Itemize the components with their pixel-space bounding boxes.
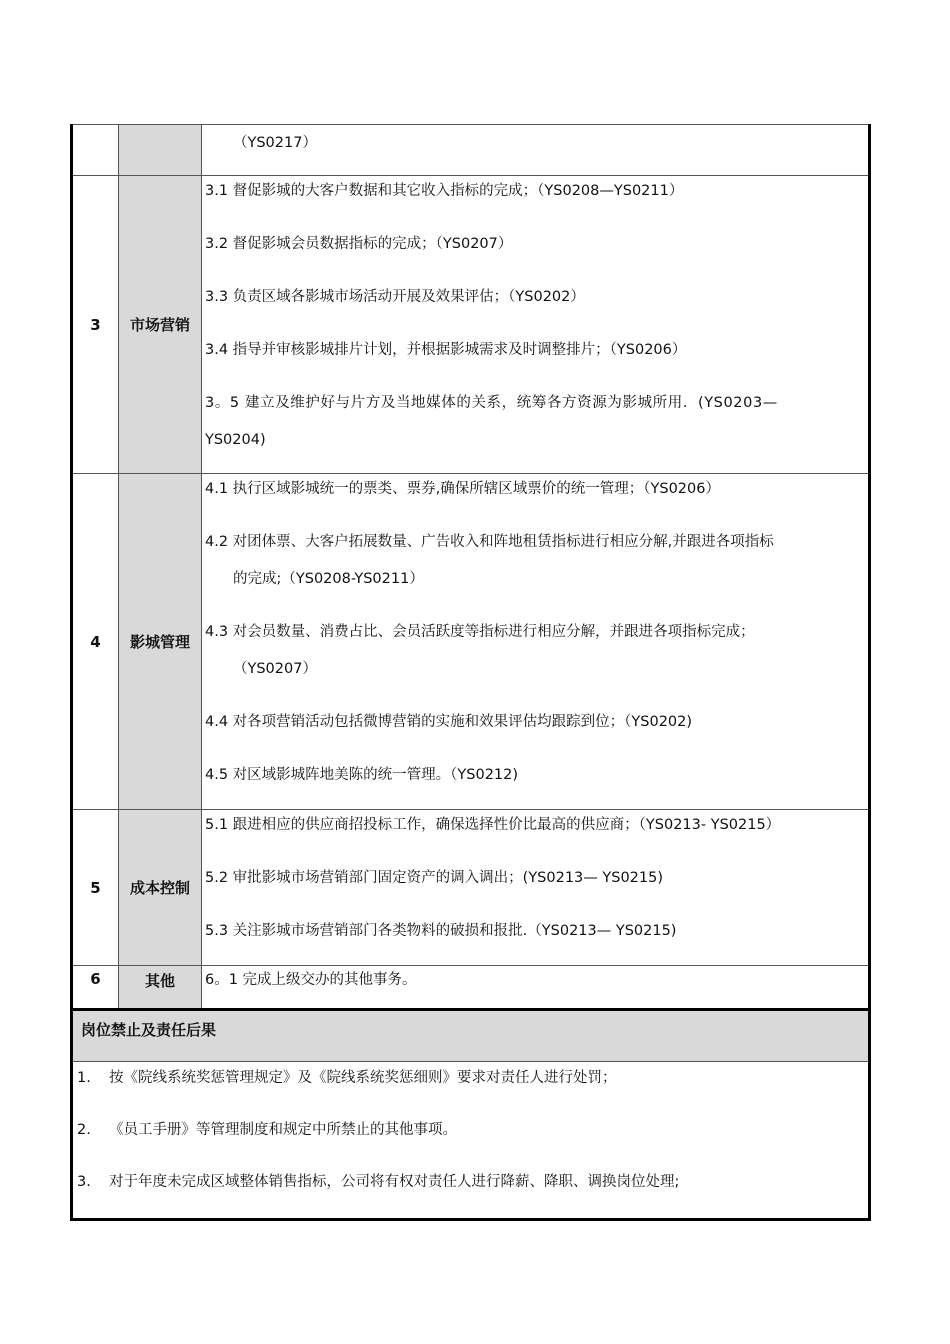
content-line: 3。5 建立及维护好与片方及当地媒体的关系，统筹各方资源为影城所用．(YS0203— xyxy=(205,395,778,411)
row-category xyxy=(119,125,202,176)
row-number: 4 xyxy=(72,474,119,810)
content-line: 3.4 指导并审核影城排片计划，并根据影城需求及时调整排片；（YS0206） xyxy=(205,342,687,358)
row-category: 其他 xyxy=(119,966,202,1010)
content-line: （YS0217） xyxy=(233,135,317,151)
row-content xyxy=(202,125,870,176)
row-content xyxy=(202,810,870,966)
table-row xyxy=(72,125,870,176)
content-line: YS0204) xyxy=(205,432,266,448)
prohibition-list xyxy=(72,1062,870,1220)
table-row xyxy=(72,474,870,810)
section-title: 岗位禁止及责任后果 xyxy=(72,1010,870,1062)
content-line: 4.4 对各项营销活动包括微博营销的实施和效果评估均跟踪到位；（YS0202) xyxy=(205,714,693,730)
content-line: 6。1 完成上级交办的其他事务。 xyxy=(205,972,417,988)
table-row xyxy=(72,810,870,966)
item-text: 对于年度未完成区域整体销售指标，公司将有权对责任人进行降薪、降职、调换岗位处理; xyxy=(109,1174,680,1190)
list-item xyxy=(77,1120,868,1140)
content-line: 4.1 执行区域影城统一的票类、票券,确保所辖区域票价的统一管理；（YS0206） xyxy=(205,481,720,497)
prohibition-row xyxy=(72,1062,870,1220)
table-row xyxy=(72,176,870,474)
content-line: 5.3 关注影城市场营销部门各类物料的破损和报批.（YS0213— YS0215) xyxy=(205,923,677,939)
item-text: 《员工手册》等管理制度和规定中所禁止的其他事项。 xyxy=(109,1122,457,1138)
section-header-row xyxy=(72,1010,870,1062)
item-number: 3. xyxy=(77,1174,91,1190)
item-text: 按《院线系统奖惩管理规定》及《院线系统奖惩细则》要求对责任人进行处罚； xyxy=(109,1070,617,1086)
row-content xyxy=(202,474,870,810)
list-item xyxy=(77,1068,868,1088)
job-description-table xyxy=(70,124,871,1221)
row-number: 3 xyxy=(72,176,119,474)
row-category: 成本控制 xyxy=(119,810,202,966)
content-line: 4.2 对团体票、大客户拓展数量、广告收入和阵地租赁指标进行相应分解,并跟进各项指标 xyxy=(205,534,774,550)
content-line: 4.5 对区域影城阵地美陈的统一管理。（YS0212) xyxy=(205,767,519,783)
content-line: 4.3 对会员数量、消费占比、会员活跃度等指标进行相应分解，并跟进各项指标完成； xyxy=(205,624,755,640)
content-line: 3.2 督促影城会员数据指标的完成；（YS0207） xyxy=(205,236,513,252)
content-line: 的完成;（YS0208-YS0211） xyxy=(233,571,424,587)
list-item xyxy=(77,1172,868,1192)
row-category: 影城管理 xyxy=(119,474,202,810)
row-category: 市场营销 xyxy=(119,176,202,474)
content-line: 3.3 负责区域各影城市场活动开展及效果评估；（YS0202） xyxy=(205,289,585,305)
row-number: 6 xyxy=(72,966,119,1010)
item-number: 2. xyxy=(77,1122,91,1138)
content-line: （YS0207） xyxy=(233,661,317,677)
item-number: 1. xyxy=(77,1070,91,1086)
content-line: 3.1 督促影城的大客户数据和其它收入指标的完成；（YS0208—YS0211） xyxy=(205,183,684,199)
content-line: 5.1 跟进相应的供应商招投标工作，确保选择性价比最高的供应商；（YS0213- YS0215） xyxy=(205,817,781,833)
row-number xyxy=(72,125,119,176)
row-number: 5 xyxy=(72,810,119,966)
table-row xyxy=(72,966,870,1010)
row-content xyxy=(202,966,870,1010)
row-content xyxy=(202,176,870,474)
content-line: 5.2 审批影城市场营销部门固定资产的调入调出；(YS0213— YS0215) xyxy=(205,870,664,886)
